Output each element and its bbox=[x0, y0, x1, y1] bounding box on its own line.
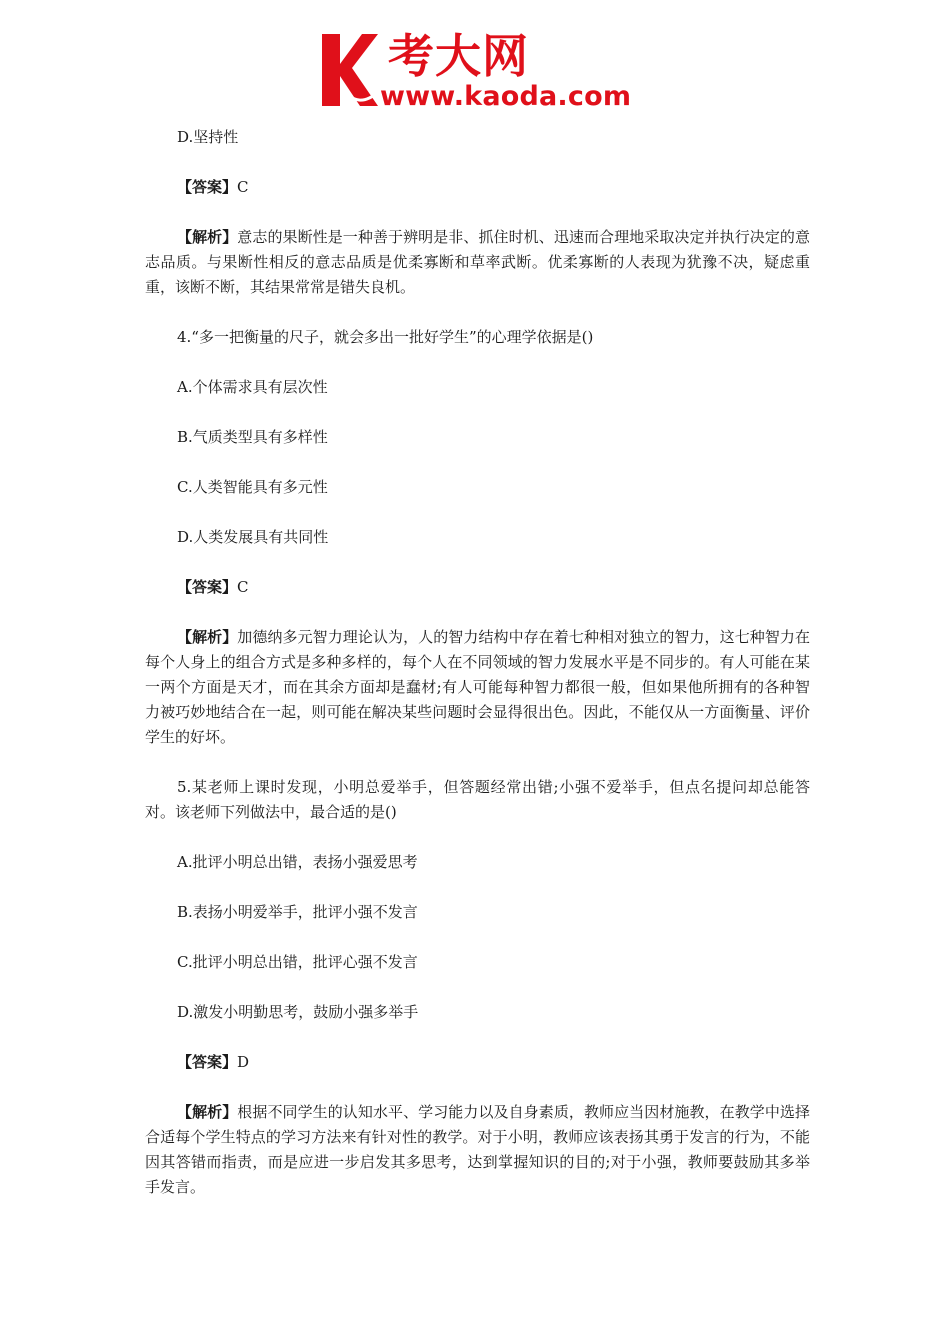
kaoda-logo bbox=[318, 30, 638, 110]
paragraph-text: 4.“多一把衡量的尺子，就会多出一批好学生”的心理学依据是() bbox=[177, 328, 594, 346]
document-paragraph bbox=[145, 575, 810, 600]
paragraph-tag: 【解析】 bbox=[177, 1103, 238, 1121]
document-paragraph bbox=[145, 525, 810, 550]
document-paragraph bbox=[145, 375, 810, 400]
logo-brand-url: www.kaoda.com bbox=[380, 81, 632, 112]
paragraph-text: 根据不同学生的认知水平、学习能力以及自身素质，教师应当因材施教，在教学中选择合适每个学生特点的学习方法来有针对性的教学。对于小明，教师应该表扬其勇于发言的行为，不能因其答错而指责，而是应进一步启发其多思考，达到掌握知识的目的;对于小强，教师要鼓励其多举手发言。 bbox=[145, 1103, 810, 1196]
paragraph-text: B.气质类型具有多样性 bbox=[177, 428, 328, 446]
paragraph-text: D.激发小明勤思考，鼓励小强多举手 bbox=[177, 1003, 419, 1021]
k-logo-icon bbox=[318, 30, 380, 108]
document-paragraph bbox=[145, 225, 810, 300]
paragraph-text: D.人类发展具有共同性 bbox=[177, 528, 329, 546]
paragraph-tag: 【答案】 bbox=[177, 578, 238, 596]
paragraph-tag: 【答案】 bbox=[177, 1053, 238, 1071]
paragraph-text: D.坚持性 bbox=[177, 128, 239, 146]
document-paragraph bbox=[145, 775, 810, 825]
document-paragraph bbox=[145, 850, 810, 875]
document-paragraph bbox=[145, 900, 810, 925]
document-paragraph bbox=[145, 950, 810, 975]
paragraph-tag: 【答案】 bbox=[177, 178, 238, 196]
paragraph-text: B.表扬小明爱举手，批评小强不发言 bbox=[177, 903, 418, 921]
document-paragraph bbox=[145, 175, 810, 200]
paragraph-tag: 【解析】 bbox=[177, 628, 238, 646]
logo-brand-name: 考大网 bbox=[388, 29, 529, 83]
paragraph-text: C.批评小明总出错，批评心强不发言 bbox=[177, 953, 418, 971]
document-paragraph bbox=[145, 1000, 810, 1025]
document-paragraph bbox=[145, 625, 810, 750]
document-paragraph bbox=[145, 325, 810, 350]
paragraph-tag: 【解析】 bbox=[177, 228, 238, 246]
document-paragraph bbox=[145, 125, 810, 150]
paragraph-text: C bbox=[237, 178, 249, 196]
paragraph-text: D bbox=[237, 1053, 250, 1071]
paragraph-text: A.批评小明总出错，表扬小强爱思考 bbox=[177, 853, 418, 871]
document-paragraph bbox=[145, 1100, 810, 1200]
paragraph-text: 意志的果断性是一种善于辨明是非、抓住时机、迅速而合理地采取决定并执行决定的意志品质。与果断性相反的意志品质是优柔寡断和草率武断。优柔寡断的人表现为犹豫不决，疑虑重重，该断不断，其结果常常是错失良机。 bbox=[145, 228, 810, 296]
document-paragraph bbox=[145, 1050, 810, 1075]
paragraph-text: C.人类智能具有多元性 bbox=[177, 478, 328, 496]
document-body bbox=[145, 125, 810, 1225]
paragraph-text: A.个体需求具有层次性 bbox=[177, 378, 328, 396]
paragraph-text: 加德纳多元智力理论认为，人的智力结构中存在着七种相对独立的智力，这七种智力在每个人身上的组合方式是多种多样的，每个人在不同领域的智力发展水平是不同步的。有人可能在某一两个方面是天才，而在其余方面却是蠢材;有人可能每种智力都很一般，但如果他所拥有的各种智力被巧妙地结合在一起，则可能在解决某些问题时会显得很出色。因此，不能仅从一方面衡量、评价学生的好坏。 bbox=[145, 628, 810, 746]
paragraph-text: C bbox=[237, 578, 249, 596]
document-paragraph bbox=[145, 475, 810, 500]
paragraph-text: 5.某老师上课时发现，小明总爱举手，但答题经常出错;小强不爱举手，但点名提问却总能答对。该老师下列做法中，最合适的是() bbox=[145, 778, 810, 821]
document-paragraph bbox=[145, 425, 810, 450]
